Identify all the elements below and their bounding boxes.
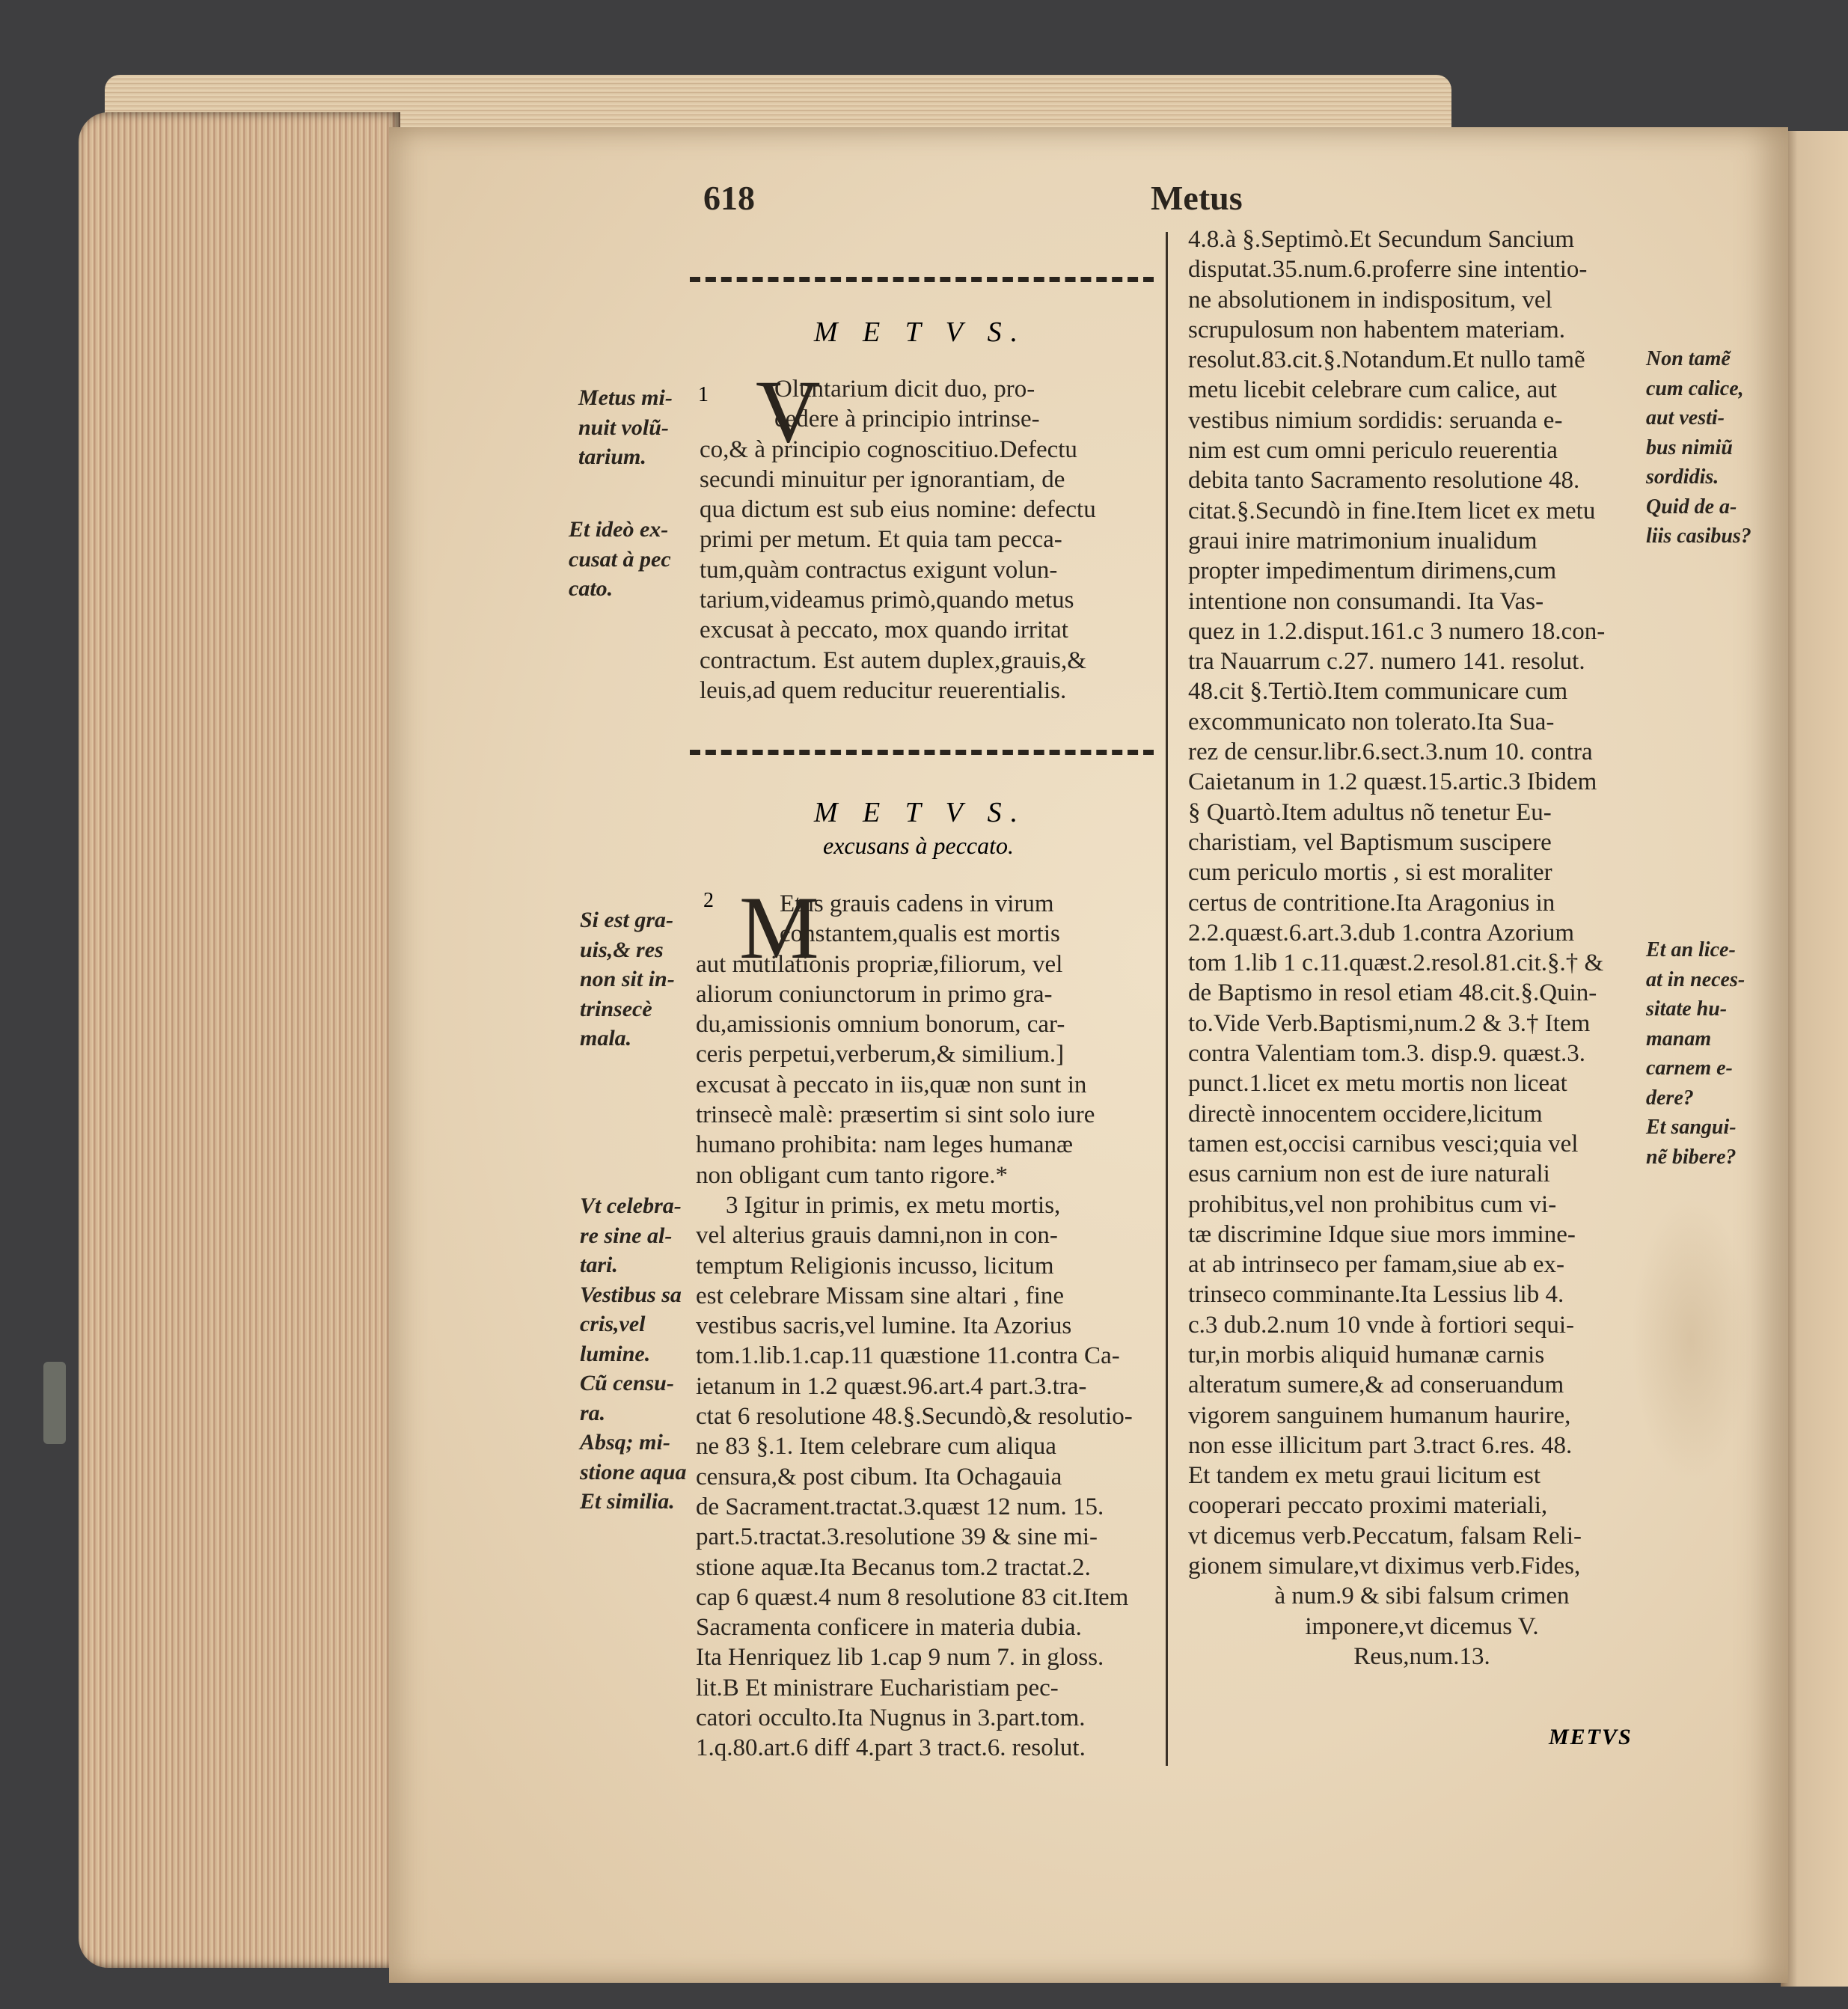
margin-line: sitate hu- [1646, 997, 1728, 1021]
text-line: cum periculo mortis , si est moraliter [1188, 859, 1552, 887]
paragraph-number-1: 1 [698, 383, 709, 406]
text-line: tamen est,occisi carnibus vesci;quia vel [1188, 1130, 1579, 1158]
text-line: Caietanum in 1.2 quæst.15.artic.3 Ibidem [1188, 768, 1597, 796]
margin-line: Cũ censu- [580, 1371, 674, 1395]
margin-line: Et similia. [580, 1489, 675, 1514]
text-line: Et tandem ex metu graui licitum est [1188, 1462, 1541, 1490]
margin-note-right-2 [1646, 935, 1745, 1172]
text-line: censura,& post cibum. Ita Ochagauia [696, 1463, 1062, 1490]
text-line: du,amissionis omnium bonorum, car- [696, 1011, 1065, 1039]
text-line: tom.1.lib.1.cap.11 quæstione 11.contra Ca- [696, 1342, 1120, 1370]
ornament-rule-top [690, 277, 1154, 282]
text-line: tæ discrimine Idque siue mors immine- [1188, 1220, 1576, 1248]
text-line: part.5.tractat.3.resolutione 39 & sine mi- [696, 1523, 1098, 1551]
text-line: tarium,videamus primò,quando metus [700, 587, 1074, 614]
text-line: cooperari peccato proximi materiali, [1188, 1492, 1548, 1520]
text-line: scrupulosum non habentem materiam. [1188, 316, 1566, 343]
text-line: prohibitus,vel non prohibitus cum vi- [1188, 1190, 1557, 1218]
paragraph-number-2: 2 [703, 889, 714, 912]
margin-line: aut vesti- [1646, 406, 1725, 429]
margin-note-left-2 [569, 515, 671, 604]
margin-line: Absq; mi- [580, 1430, 670, 1455]
margin-note-left-3 [580, 905, 675, 1054]
drop-cap-2: M [739, 878, 819, 977]
margin-line: mala. [580, 1026, 632, 1051]
margin-line: Vt celebra- [580, 1193, 682, 1218]
section-heading-1: M E T V S. [813, 317, 1027, 348]
text-line: quez in 1.2.disput.161.c 3 numero 18.con- [1188, 617, 1606, 645]
text-line: vel alterius grauis damni,non in con- [696, 1222, 1058, 1250]
margin-note-left-1 [578, 383, 673, 472]
margin-line: lumine. [580, 1341, 651, 1366]
running-head: Metus [1151, 179, 1243, 217]
text-line: to.Vide Verb.Baptismi,num.2 & 3.† Item [1188, 1009, 1591, 1037]
section-subheading-2: excusans à peccato. [823, 832, 1015, 859]
text-line: non esse illicitum part 3.tract 6.res. 48. [1188, 1431, 1573, 1459]
page-edges-left [79, 112, 400, 1968]
margin-line: Non tamẽ [1646, 347, 1731, 370]
text-line: intentione non consumandi. Ita Vas- [1188, 587, 1544, 615]
text-line: cap 6 quæst.4 num 8 resolutione 83 cit.Item [696, 1583, 1129, 1611]
margin-line: cato. [569, 576, 614, 601]
margin-line: re sine al- [580, 1223, 673, 1248]
margin-line: trinsecè [580, 996, 652, 1021]
clasp-fragment [43, 1362, 66, 1444]
text-line: qua dictum est sub eius nomine: defectu [700, 496, 1096, 524]
text-line: vt dicemus verb.Peccatum, falsam Reli- [1188, 1522, 1582, 1550]
margin-line: Et sangui- [1646, 1116, 1737, 1139]
margin-note-left-4 [580, 1191, 687, 1517]
margin-note-right-1 [1646, 344, 1751, 551]
text-line: 4.8.à §.Septimò.Et Secundum Sancium [1188, 226, 1575, 253]
ornament-rule-middle [690, 750, 1154, 755]
text-line: metu licebit celebrare cum calice, aut [1188, 376, 1557, 404]
text-line: rez de censur.libr.6.sect.3.num 10. contra [1188, 739, 1593, 766]
section-2-text [696, 878, 1163, 1764]
text-line: secundi minuitur per ignorantiam, de [700, 465, 1065, 493]
text-line: excommunicato non tolerato.Ita Sua- [1188, 708, 1555, 736]
margin-line: uis,& res [580, 937, 664, 962]
text-line: co,& à principio cognoscitiuo.Defectu [700, 435, 1077, 463]
text-line: non obligant cum tanto rigore.* [696, 1161, 1008, 1189]
text-line: Reus,num.13. [1353, 1642, 1490, 1670]
text-line: stione aquæ.Ita Becanus tom.2 tractat.2. [696, 1553, 1091, 1581]
text-line: propter impedimentum dirimens,cum [1188, 557, 1557, 585]
text-line: ietanum in 1.2 quæst.96.art.4 part.3.tra- [696, 1372, 1087, 1400]
right-column-text [1188, 224, 1656, 1672]
text-line: trinsecè malè: præsertim si sint solo iure [696, 1101, 1095, 1129]
text-line: lit.B Et ministrare Eucharistiam pec- [696, 1674, 1059, 1701]
text-line: § Quartò.Item adultus nõ tenetur Eu- [1188, 798, 1552, 826]
text-line: est celebrare Missam sine altari , fine [696, 1282, 1065, 1309]
text-line: Ita Henriquez lib 1.cap 9 num 7. in gloss. [696, 1644, 1104, 1672]
section-heading-2: M E T V S. [813, 797, 1027, 828]
margin-line: liis casibus? [1646, 525, 1751, 548]
text-line: temptum Religionis incusso, licitum [696, 1252, 1054, 1279]
margin-line: stione aqua [580, 1459, 687, 1484]
margin-line: Si est gra- [580, 908, 674, 932]
text-line: à num.9 & sibi falsum crimen [1274, 1583, 1570, 1610]
text-line: Oluntarium dicit duo, pro- [774, 376, 1035, 403]
facing-page-edge [1781, 131, 1848, 1987]
margin-line: tari. [580, 1253, 618, 1277]
text-line: 3 Igitur in primis, ex metu mortis, [726, 1191, 1061, 1219]
margin-line: nẽ bibere? [1646, 1145, 1737, 1169]
margin-line: Quid de a- [1646, 495, 1737, 519]
text-line: humano prohibita: nam leges humanæ [696, 1131, 1074, 1159]
text-line: excusat à peccato in iis,quæ non sunt in [696, 1071, 1087, 1098]
text-line: trinseco comminante.Ita Lessius lib 4. [1188, 1281, 1564, 1309]
text-line: ne 83 §.1. Item celebrare cum aliqua [696, 1433, 1056, 1461]
text-line: punct.1.licet ex metu mortis non liceat [1188, 1070, 1567, 1098]
text-line: contractum. Est autem duplex,grauis,& [700, 646, 1086, 674]
text-line: tra Nauarrum c.27. numero 141. resolut. [1188, 648, 1585, 676]
text-line: tom 1.lib 1 c.11.quæst.2.resol.81.cit.§.† & [1188, 950, 1604, 977]
margin-line: tarium. [578, 444, 646, 469]
text-line: excusat à peccato, mox quando irritat [700, 617, 1068, 644]
text-line: tur,in morbis aliquid humanæ carnis [1188, 1341, 1545, 1369]
text-line: disputat.35.num.6.proferre sine intentio- [1188, 256, 1588, 284]
text-line: 2.2.quæst.6.art.3.dub 1.contra Azorium [1188, 919, 1575, 947]
text-line: tum,quàm contractus exigunt volun- [700, 556, 1058, 584]
text-line: contra Valentiam tom.3. disp.9. quæst.3. [1188, 1040, 1586, 1068]
section-1-text [700, 374, 1160, 706]
margin-line: sordidis. [1646, 465, 1719, 489]
text-line: citat.§.Secundò in fine.Item licet ex metu [1188, 497, 1596, 525]
text-line: directè innocentem occidere,licitum [1188, 1100, 1543, 1128]
drop-cap-1: V [756, 361, 821, 461]
text-line: Sacramenta conficere in materia dubia. [696, 1614, 1082, 1642]
text-line: certus de contritione.Ita Aragonius in [1188, 889, 1555, 917]
text-line: imponere,vt dicemus V. [1305, 1612, 1539, 1640]
text-line: catori occulto.Ita Nugnus in 3.part.tom. [696, 1704, 1086, 1732]
margin-line: carnem e- [1646, 1057, 1733, 1080]
text-line: ctat 6 resolutione 48.§.Secundò,& resolutio- [696, 1403, 1133, 1431]
margin-line: Et ideò ex- [569, 517, 669, 542]
margin-line: non sit in- [580, 967, 675, 991]
margin-line: bus nimiũ [1646, 435, 1733, 459]
catchword: METVS [1549, 1725, 1633, 1749]
margin-line: cusat à pec [569, 546, 671, 572]
text-line: ceris perpetui,verberum,& similium.] [696, 1041, 1065, 1068]
margin-line: Et an lice- [1646, 938, 1736, 961]
text-line: leuis,ad quem reducitur reuerentialis. [700, 676, 1067, 704]
text-line: vestibus nimium sordidis: seruanda e- [1188, 406, 1563, 434]
margin-line: dere? [1646, 1086, 1694, 1110]
text-line: primi per metum. Et quia tam pecca- [700, 526, 1062, 554]
text-line: resolut.83.cit.§.Notandum.Et nullo tamẽ [1188, 346, 1585, 374]
margin-line: at in neces- [1646, 967, 1745, 991]
text-line: debita tanto Sacramento resolutione 48. [1188, 467, 1580, 495]
text-line: ne absolutionem in indispositum, vel [1188, 286, 1552, 314]
text-line: at ab intrinseco per famam,siue ab ex- [1188, 1251, 1565, 1279]
margin-line: cum calice, [1646, 376, 1744, 400]
text-line: Etus grauis cadens in virum [780, 890, 1054, 917]
text-line: graui inire matrimonium inualidum [1188, 527, 1538, 554]
text-line: constantem,qualis est mortis [780, 920, 1060, 948]
text-line: charistiam, vel Baptismum suscipere [1188, 828, 1552, 856]
text-line: 48.cit §.Tertiò.Item communicare cum [1188, 678, 1568, 706]
text-line: alteratum sumere,& ad conseruandum [1188, 1372, 1564, 1399]
column-divider [1166, 232, 1168, 1766]
text-line: nim est cum omni periculo reuerentia [1188, 437, 1558, 465]
margin-line: Vestibus sa [580, 1282, 682, 1307]
text-line: aliorum coniunctorum in primo gra- [696, 980, 1053, 1008]
text-line: 1.q.80.art.6 diff 4.part 3 tract.6. resolut. [696, 1734, 1086, 1762]
page-number: 618 [703, 179, 755, 217]
margin-line: manam [1646, 1027, 1712, 1051]
margin-line: Metus mi- [578, 385, 673, 410]
text-line: vigorem sanguinem humanum haurire, [1188, 1401, 1571, 1429]
text-line: de Sacrament.tractat.3.quæst 12 num. 15. [696, 1493, 1104, 1520]
text-line: vestibus sacris,vel lumine. Ita Azorius [696, 1312, 1072, 1340]
text-line: esus carnium non est de iure naturali [1188, 1161, 1550, 1188]
text-line: cedere à principio intrinse- [774, 406, 1040, 433]
margin-line: cris,vel [580, 1312, 646, 1336]
text-line: gionem simulare,vt diximus verb.Fides, [1188, 1553, 1581, 1580]
text-line: de Baptismo in resol etiam 48.cit.§.Quin- [1188, 979, 1597, 1007]
text-line: aut mutilationis propriæ,filiorum, vel [696, 950, 1063, 978]
margin-line: ra. [580, 1400, 606, 1425]
text-line: c.3 dub.2.num 10 vnde à fortiori sequi- [1188, 1311, 1574, 1339]
margin-line: nuit volũ- [578, 415, 669, 440]
